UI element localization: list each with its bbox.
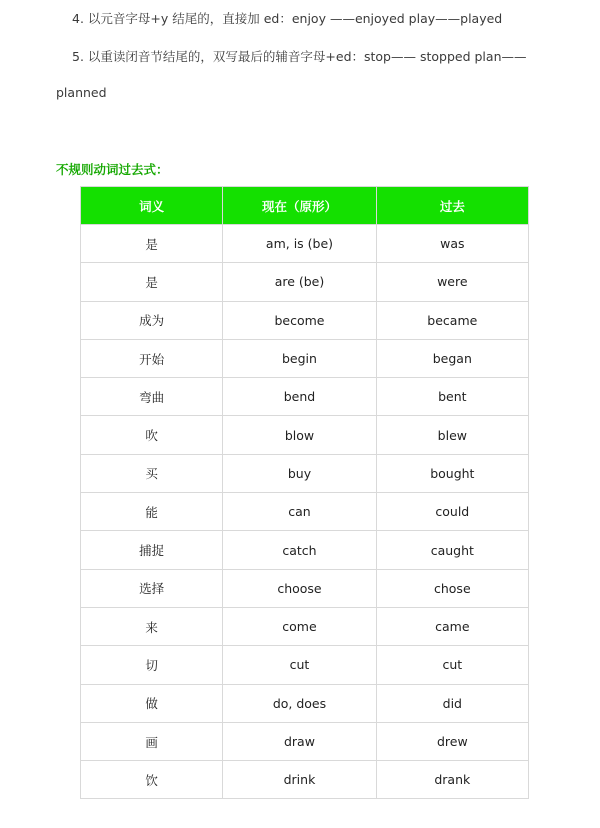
irregular-verbs-heading: 不规则动词过去式： xyxy=(56,162,169,177)
present-cell: draw xyxy=(223,722,376,760)
past-cell: caught xyxy=(376,531,528,569)
header-present: 现在（原形） xyxy=(223,187,376,225)
past-cell: drew xyxy=(376,722,528,760)
meaning-cell: 来 xyxy=(81,607,223,645)
present-cell: begin xyxy=(223,339,376,377)
meaning-cell: 能 xyxy=(81,493,223,531)
rule-4-text: 4. 以元音字母+y 结尾的，直接加 ed：enjoy ——enjoyed play——played xyxy=(72,11,503,26)
past-cell: were xyxy=(376,263,528,301)
meaning-cell: 饮 xyxy=(81,761,223,799)
present-cell: are (be) xyxy=(223,263,376,301)
present-cell: become xyxy=(223,301,376,339)
meaning-cell: 弯曲 xyxy=(81,378,223,416)
table-row xyxy=(81,225,529,263)
meaning-cell: 捕捉 xyxy=(81,531,223,569)
present-cell: do, does xyxy=(223,684,376,722)
table-row xyxy=(81,454,529,492)
present-cell: can xyxy=(223,493,376,531)
present-cell: catch xyxy=(223,531,376,569)
irregular-verb-table xyxy=(80,186,529,799)
past-cell: bought xyxy=(376,454,528,492)
present-cell: cut xyxy=(223,646,376,684)
present-cell: bend xyxy=(223,378,376,416)
present-cell: am, is (be) xyxy=(223,225,376,263)
past-cell: cut xyxy=(376,646,528,684)
table-row xyxy=(81,531,529,569)
table-row xyxy=(81,339,529,377)
meaning-cell: 买 xyxy=(81,454,223,492)
meaning-cell: 开始 xyxy=(81,339,223,377)
past-cell: did xyxy=(376,684,528,722)
table-row xyxy=(81,416,529,454)
present-cell: come xyxy=(223,607,376,645)
meaning-cell: 是 xyxy=(81,225,223,263)
past-cell: was xyxy=(376,225,528,263)
past-cell: could xyxy=(376,493,528,531)
meaning-cell: 成为 xyxy=(81,301,223,339)
past-cell: blew xyxy=(376,416,528,454)
meaning-cell: 选择 xyxy=(81,569,223,607)
table-row xyxy=(81,607,529,645)
past-cell: bent xyxy=(376,378,528,416)
table-row xyxy=(81,301,529,339)
past-cell: chose xyxy=(376,569,528,607)
meaning-cell: 做 xyxy=(81,684,223,722)
meaning-cell: 切 xyxy=(81,646,223,684)
header-past: 过去 xyxy=(376,187,528,225)
meaning-cell: 是 xyxy=(81,263,223,301)
meaning-cell: 画 xyxy=(81,722,223,760)
table-row xyxy=(81,569,529,607)
present-cell: buy xyxy=(223,454,376,492)
table-row xyxy=(81,761,529,799)
rule-5-text: 5. 以重读闭音节结尾的，双写最后的辅音字母+ed：stop—— stopped plan—— xyxy=(72,49,527,64)
table-body xyxy=(81,225,529,799)
past-cell: came xyxy=(376,607,528,645)
table-header-row xyxy=(81,187,529,225)
past-cell: began xyxy=(376,339,528,377)
table-row xyxy=(81,493,529,531)
meaning-cell: 吹 xyxy=(81,416,223,454)
table-row xyxy=(81,263,529,301)
table-row xyxy=(81,684,529,722)
past-cell: became xyxy=(376,301,528,339)
table-row xyxy=(81,722,529,760)
header-meaning: 词义 xyxy=(81,187,223,225)
past-cell: drank xyxy=(376,761,528,799)
table-row xyxy=(81,646,529,684)
present-cell: blow xyxy=(223,416,376,454)
present-cell: choose xyxy=(223,569,376,607)
present-cell: drink xyxy=(223,761,376,799)
rule-5-continuation: planned xyxy=(56,85,107,100)
table-row xyxy=(81,378,529,416)
